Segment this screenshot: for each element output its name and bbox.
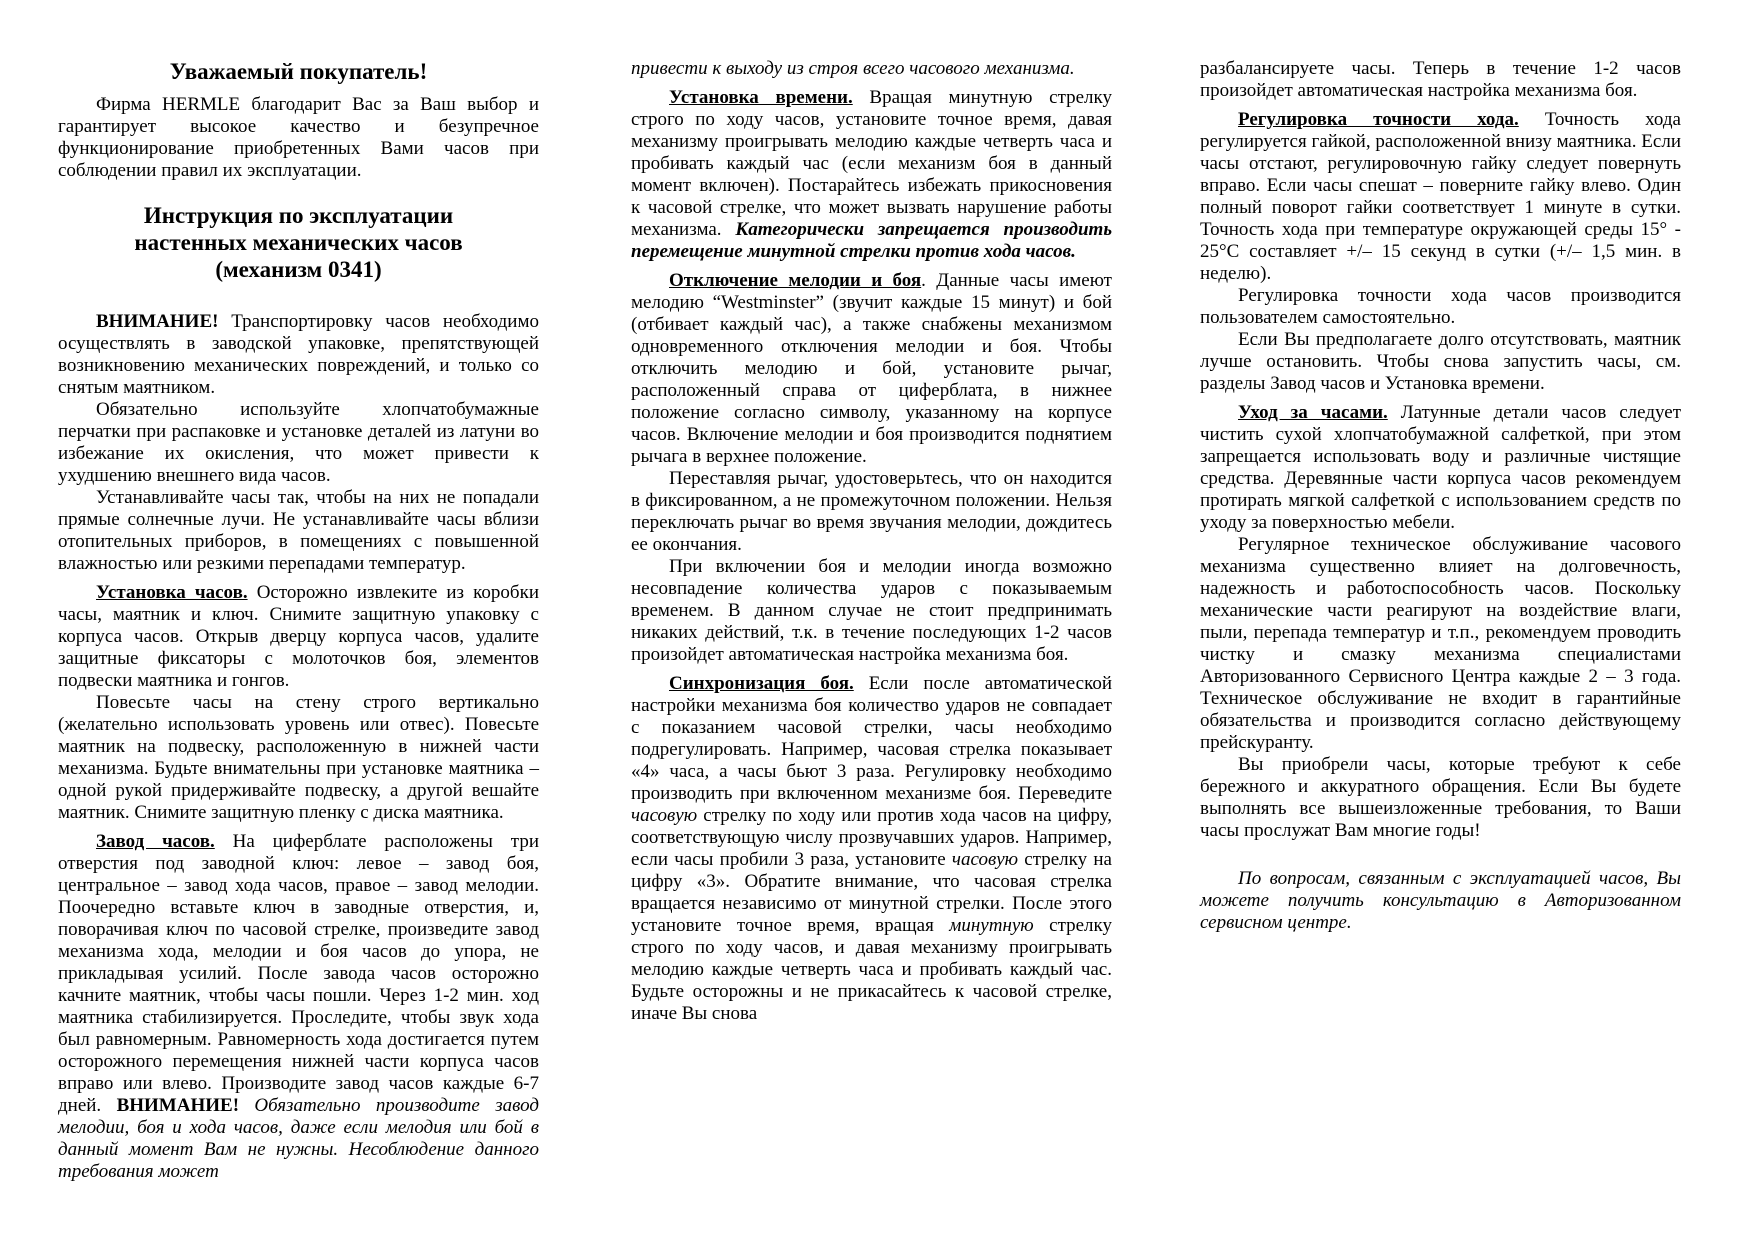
column-center (631, 58, 1112, 1025)
section-heading-text: Уход за часами. (1238, 402, 1388, 423)
paragraph (1200, 285, 1681, 329)
paragraph (631, 58, 1112, 80)
paragraph (631, 556, 1112, 666)
section-paragraph (631, 270, 1112, 468)
text-run: минутную (949, 915, 1034, 936)
text-run: часовую (631, 805, 698, 826)
text-run: привести к выходу из строя всего часового механизма. (631, 58, 1075, 79)
text-run: Если после автоматической настройки механизма боя количество ударов не совпадает с показанием часовой стрелки, часы необходимо подрегулировать. Например, часовая стрелка показывает «4» часа, а часы бьют 3 раза. Регулировку необходимо производить при включенном механизме боя. Переведите (631, 673, 1112, 804)
text-run: Фирма HERMLE благодарит Вас за Ваш выбор и гарантирует высокое качество и безупречное функционирование приобретенных Вами часов при соблюдении правил их эксплуатации. (58, 94, 539, 181)
paragraph (58, 487, 539, 575)
text-run: При включении боя и мелодии иногда возможно несовпадение количества ударов с показываемым временем. В данном случае не стоит предпринимать никаких действий, т.к. в течение последующих 1-2 часов произойдет автоматическая настройка механизма боя. (631, 556, 1112, 665)
text-run (239, 1095, 254, 1116)
text-run: разбалансируете часы. Теперь в течение 1-2 часов произойдет автоматическая настройка механизма боя. (1200, 58, 1681, 101)
text-run: Транспортировку часов необходимо осуществлять в заводской упаковке, препятствующей возникновению механических повреждений, и только со снятым маятником. (58, 311, 539, 398)
text-run: По вопросам, связанным с эксплуатацией часов, Вы можете получить консультацию в Авторизованном сервисном центре. (1200, 868, 1681, 933)
text-run: Категорически запрещается производить перемещение минутной стрелки против хода часов. (631, 219, 1113, 262)
section-heading-text: Установка времени. (669, 87, 853, 108)
column-right (1200, 58, 1681, 934)
paragraph (1200, 534, 1681, 754)
section-paragraph (58, 831, 539, 1183)
section-paragraph (1200, 109, 1681, 285)
text-run: Вращая минутную стрелку строго по ходу часов, установите точное время, давая механизму проигрывать мелодию каждые четверть часа и пробивать каждый час (если механизм боя в данный момент включен). Постарайтесь избежать прикосновения к часовой стрелке, что может вызвать нарушение работы механизма. (631, 87, 1112, 240)
paragraph (58, 311, 539, 399)
text-run: Латунные детали часов следует чистить сухой хлопчатобумажной салфеткой, при этом запрещается использовать воду и различные чистящие средства. Деревянные части корпуса часов рекомендуем протирать мягкой салфеткой с использованием средств по уходу за поверхностью мебели. (1200, 402, 1681, 533)
section-heading-text: Отключение мелодии и боя (669, 270, 922, 291)
section-heading-text: Установка часов. (96, 582, 248, 603)
text-run: стрелку по ходу или против хода часов на цифру, соответствующую числу прозвучавших ударов. Например, если часы пробили 3 раза, установите (631, 805, 1112, 870)
instruction-title (58, 202, 539, 283)
paragraph (1200, 754, 1681, 842)
greeting-heading (58, 58, 539, 85)
paragraph (1200, 329, 1681, 395)
text-run: Точность хода регулируется гайкой, расположенной внизу маятника. Если часы отстают, регулировочную гайку следует повернуть вправо. Если часы спешат – поверните гайку влево. Один полный поворот гайки соответствует 1 минуте в сутки. Точность хода при температуре окружающей среды 15° - 25°С составляет +/– 15 секунд в сутки (+/– 1,5 мин. в неделю). (1200, 109, 1681, 284)
text-run: Вы приобрели часы, которые требуют к себе бережного и аккуратного обращения. Если Вы будете выполнять все вышеизложенные требования, то Ваши часы прослужат Вам многие годы! (1200, 754, 1681, 841)
column-left (58, 58, 539, 1183)
paragraph (58, 692, 539, 824)
heading-line: настенных механических часов (134, 230, 463, 255)
heading-line: Инструкция по эксплуатации (143, 203, 454, 228)
text-run: . Данные часы имеют мелодию “Westminster” (звучит каждые 15 минут) и бой (отбивает каждый час), а также снабжены механизмом одновременного отключения мелодии и боя. Чтобы отключить мелодию и бой, установите рычаг, расположенный справа от циферблата, в нижнее положение согласно символу, указанному на корпусе часов. Включение мелодии и боя производится поднятием рычага в верхнее положение. (631, 270, 1112, 467)
paragraph (58, 94, 539, 182)
paragraph (1200, 58, 1681, 102)
section-paragraph (58, 582, 539, 692)
text-run: На циферблате расположены три отверстия под заводной ключ: левое – завод боя, центральное – завод хода часов, правое – завод мелодии. Поочередно вставьте ключ в заводные отверстия, и, поворачивая ключ по часовой стрелке, произведите завод механизма хода, мелодии и боя часов до упора, не прикладывая усилий. После завода часов осторожно качните маятник, чтобы часы пошли. Через 1-2 мин. ход маятника стабилизируется. Проследите, чтобы звук хода был равномерным. Равномерность хода достигается путем осторожного перемещения нижней части корпуса часов вправо или влево. Производите завод часов каждые 6-7 дней. (58, 831, 539, 1116)
text-run: Осторожно извлеките из коробки часы, маятник и ключ. Снимите защитную упаковку с корпуса часов. Открыв дверцу корпуса часов, удалите защитные фиксаторы с молоточков боя, элементов подвески маятника и гонгов. (58, 582, 539, 691)
paragraph (58, 399, 539, 487)
text-run: ВНИМАНИЕ! (116, 1095, 240, 1116)
text-run: Устанавливайте часы так, чтобы на них не попадали прямые солнечные лучи. Не устанавливайте часы вблизи отопительных приборов, в помещениях с повышенной влажностью или резкими перепадами температур. (58, 487, 539, 574)
paragraph (1200, 868, 1681, 934)
text-run: Регулярное техническое обслуживание часового механизма существенно влияет на долговечность, надежность и работоспособность часов. Поскольку механические части реагируют на воздействие влаги, пыли, перепада температур и т.п., рекомендуем проводить чистку и смазку механизма специалистами Авторизованного Сервисного Центра каждые 2 – 3 года. Техническое обслуживание не входит в гарантийные обязательства и производится согласно действующему прейскуранту. (1200, 534, 1681, 753)
text-run: Повесьте часы на стену строго вертикально (желательно использовать уровень или отвес). Повесьте маятник на подвеску, расположенную в нижней части механизма. Будьте внимательны при установке маятника – одной рукой придерживайте подвеску, а другой вешайте маятник. Снимите защитную пленку с диска маятника. (58, 692, 539, 823)
section-paragraph (631, 673, 1112, 1025)
text-run: Обязательно производите завод мелодии, боя и хода часов, даже если мелодия или бой в данный момент Вам не нужны. Несоблюдение данного требования может (58, 1095, 539, 1182)
section-paragraph (631, 87, 1112, 263)
text-run: стрелку на цифру «3». Обратите внимание, что часовая стрелка вращается независимо от минутной стрелки. После этого установите точное время, вращая (631, 849, 1112, 936)
text-run: стрелку строго по ходу часов, и давая механизму проигрывать мелодию каждые четверть часа и пробивать каждый час. Будьте осторожны и не прикасайтесь к часовой стрелке, иначе Вы снова (631, 915, 1112, 1024)
section-heading-text: Регулировка точности хода. (1238, 109, 1519, 130)
section-heading-text: Завод часов. (96, 831, 215, 852)
section-paragraph (1200, 402, 1681, 534)
text-run: часовую (951, 849, 1019, 870)
text-run: ВНИМАНИЕ! (96, 311, 219, 332)
section-heading-text: Синхронизация боя. (669, 673, 854, 694)
heading-line: (механизм 0341) (215, 257, 382, 282)
text-run: Регулировка точности хода часов производится пользователем самостоятельно. (1200, 285, 1681, 328)
heading-line: Уважаемый покупатель! (169, 59, 428, 84)
text-run: Обязательно используйте хлопчатобумажные перчатки при распаковке и установке деталей из латуни во избежание их окисления, что может привести к ухудшению внешнего вида часов. (58, 399, 539, 486)
paragraph (631, 468, 1112, 556)
text-run: Если Вы предполагаете долго отсутствовать, маятник лучше остановить. Чтобы снова запустить часы, см. разделы Завод часов и Установка времени. (1200, 329, 1681, 394)
text-run: Переставляя рычаг, удостоверьтесь, что он находится в фиксированном, а не промежуточном положении. Нельзя переключать рычаг во время звучания мелодии, дождитесь ее окончания. (631, 468, 1112, 555)
